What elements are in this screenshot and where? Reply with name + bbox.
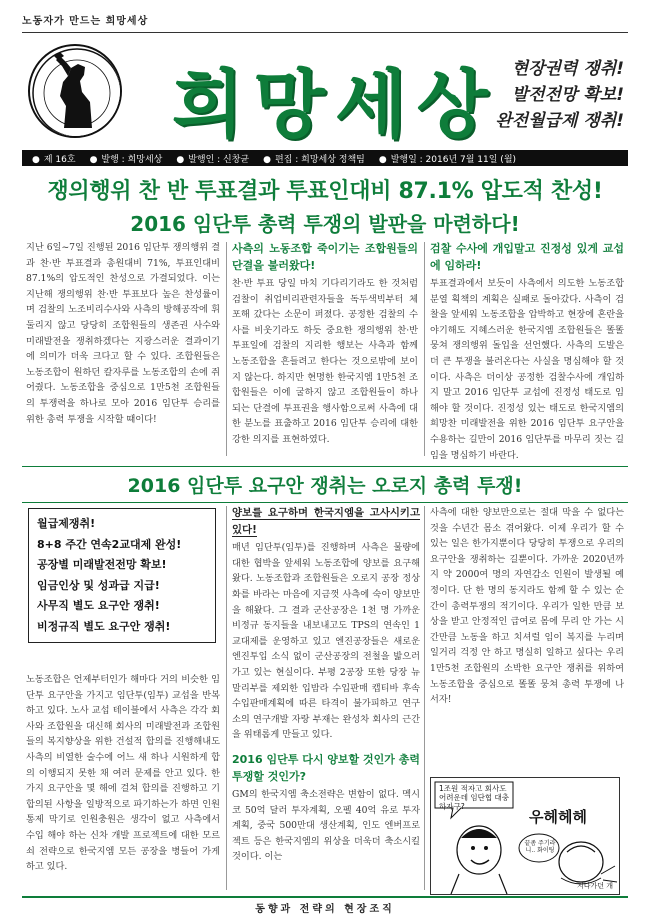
demand-item: 공장별 미래발전전망 확보!: [37, 558, 167, 571]
article-body: GM의 한국지엠 축소전략은 변함이 없다. 멕시코 50억 달러 투자계획, 오펠 40억 유로 투자계획, 중국 500만대 생산계획, 인도 엔버프로젝트 등은 한국지엠의 위상을 더욱더 축소시킬 것이다. 이는: [232, 788, 420, 863]
article-body: 지난 6일~7일 진행된 2016 임단투 쟁의행위 결과 찬·반 투표결과 총원대비 71%, 투표인대비 87.1%의 압도적인 찬성으로 가결되었다. 이는 지난해 쟁의행위 찬·반 투표보다 높은 찬성률이며 검찰의 노조비리수사와 사측의 방해공작에 휘둘리지 않고 당당히 조합원들의 생존권 사수와 미래발전을 쟁취하겠다는 지광스러운 결과이기에 의미가 더욱 크다고 할 수 있다. 조합원들은 노동조합이 원하던 칼자루를 노동조합의 손에 쥐어줬다. 노동조합을 중심으로 1만5천 조합원들의 투쟁력을 하나로 모아 2016 임단투 승리를 위한 총력 투쟁을 시작할 때이다!: [26, 242, 220, 425]
demands-box: [28, 508, 216, 643]
main-headline: 쟁의행위 찬 반 투표결과 투표인대비 87.1% 압도적 찬성!: [47, 179, 603, 204]
article-col-1: [26, 240, 220, 427]
issuer: ● 발행인 : 신창균: [176, 152, 249, 165]
issue-info-bar: [22, 150, 628, 166]
slogan-line: 발전전망 확보!: [511, 85, 624, 105]
slogan-line: 완전월급제 쟁취!: [495, 111, 624, 131]
publisher: ● 발행 : 희망세상: [90, 152, 163, 165]
article-col-6: [430, 505, 624, 708]
footer-text: 동향과 전략의 현장조직: [255, 904, 395, 915]
article-title: 검찰 수사에 개입말고 진정성 있게 교섭에 임하라!: [430, 242, 624, 272]
section-headline: 2016 임단투 요구안 쟁취는 오로지 총력 투쟁!: [22, 466, 628, 503]
masthead-slogans: [495, 56, 624, 134]
demand-item: 비정규직 별도 요구안 쟁취!: [37, 619, 171, 633]
paper-title: 희망세상: [172, 62, 498, 148]
article-col-2: [232, 240, 418, 448]
article-title: 2016 임단투 다시 양보할 것인가 총력 투쟁할 것인가?: [232, 752, 420, 783]
issue-number: ● 제 16호: [32, 152, 76, 165]
fist-emblem-icon: [30, 46, 122, 138]
footer-rule: [22, 896, 628, 898]
demand-item: 8+8 주간 연속2교대제 완성!: [37, 537, 182, 551]
article-body: 사측에 대한 양보만으로는 절대 막을 수 없다는 것을 수년간 몸소 겪어왔다. 이제 우리가 할 수 있는 일은 한가지뿐이다 당당히 투쟁으로 우리의 요구안을 쟁취하는 길뿐이다. 가까운 2020년까지 약 2000여 명의 자연감소 인원이 발생될 예정이다. 단 한 명의 동지라도 함께 할 수 있는 순간이 총력투쟁의 적기이다. 우리가 일한 만큼 보상을 받고 안정적인 급여로 몸에 무리 안 가는 시간만큼 노동을 하고 치셔럴 임이 복지를 누리며 일거리 걱정 안 하고 명실히 일하고 싶다는 우리 1만5천 조합원의 소박한 요구안 쟁취를 위하여 노동조합을 중심으로 똘똘 뭉쳐 총력 투쟁에 나서자!: [430, 507, 624, 706]
cartoon-speech: 1조원 적자고 회사도 어려운데 임단협 대충하자구?: [439, 784, 509, 811]
article-body: 매년 임단투(임투)를 진행하며 사측은 물량에 대한 협박을 앞세워 노동조합에 양보를 요구해 왔다. 노동조합과 조합원들은 오로지 공장 정상화를 바라는 마음에 지금껏 사측에 숙이 양보만을 해왔다. 그 결과 군산공장은 1천 명 가까운 비정규 동지들을 내보내고도 TPS의 연속인 1교대제를 운영하고 있고 엔진공장들은 새로운 엔진투입 소식 없이 군산공장의 전철을 밟으러 가고 있는 현실이다. 부평 2공장 또한 당장 뉴 말리부를 제외한 입밤라 수입판매 캡티바 후속 수입판매계획에 따른 타격이 불가피하고 연구소의 연구개발 자랑 부재는 완성차 회사의 근간을 위태롭게 만들고 있다.: [232, 542, 420, 741]
demand-item: 월급제쟁취!: [37, 517, 96, 530]
article-title: 사측의 노동조합 죽이기는 조합원들의 단결을 불러왔다!: [232, 242, 418, 272]
cartoon-illustration: [430, 777, 620, 895]
publish-date: ● 발행일 : 2016년 7월 11일 (월): [379, 152, 516, 165]
article-body: 노동조합은 언제부터인가 해마다 거의 비슷한 임단투 요구안을 가지고 임단투(임투) 교섭을 반복하고 있다. 노사 교섭 테이블에서 사측은 각각 회사와 조합원을 대신해 회사의 미래발전과 조합원들의 복지향상을 위한 건설적 합의를 진행해내도 사측의 비열한 술수에 어느 새 하나 시원하게 합의 이행되지 못한 채 여러 문제를 안고 있다. 한가지 요구안을 몇 해에 걸쳐 합의를 진행하고 기 합의된 사항을 일방적으로 파기하는가 하면 인원 통제 막기로 인원충원은 생각이 없고 사측에서 수입 해야 하는 신차 개발 프로젝트에 대한 모르쇠 전략으로 한국지엠 모든 공장을 병들어 가게 하고 있다.: [26, 674, 220, 873]
masthead: [22, 38, 628, 148]
demand-item: 임금인상 및 성과급 지급!: [37, 578, 160, 592]
sub-headline: 2016 임단투 총력 투쟁의 발판을 마련하다!: [130, 212, 520, 236]
column-divider: [226, 506, 227, 890]
column-divider: [424, 506, 425, 890]
article-col-5: [232, 505, 420, 865]
top-rule: [22, 32, 628, 33]
column-divider: [424, 242, 425, 456]
fist-logo-seal: [28, 44, 122, 138]
article-body: 찬·반 투표 당일 마치 기다리기라도 한 것처럼 검찰이 취업비리관련자들을 독두색빅부터 체포해 갔다는 소문이 퍼졌다. 공정한 검찰의 수사를 비웃기라도 하듯 중요한 쟁의행위 찬·반 투표일에 검찰의 지리한 행보는 사측과 함께 노동조합을 흔들려고 한다는 것으로밖에 보이지 않는다. 하지만 현명한 한국지엠 1만5천 조합원들은 이에 굴하지 않고 조합원들이 하나 되는 단결에 투표권을 행사함으로써 사측에 대한 분노를 표출하고 2016 임단투 승리에 대한 강한 의지를 표현하였다.: [232, 278, 418, 445]
article-col-3: [430, 240, 624, 463]
cartoon-bubble: 끝좀 주기라니.. 화이팅: [524, 840, 556, 854]
cartoon-caption: 지나가던 개: [576, 882, 613, 890]
editor: ● 편집 : 희망세상 정책팀: [263, 152, 365, 165]
article-col-4: [26, 672, 220, 875]
article-title: 양보를 요구하며 한국지엠을 고사시키고 있다!: [232, 507, 420, 536]
article-body: 투표결과에서 보듯이 사측에서 의도한 노동조합 분열 획책의 계획은 실패로 돌아갔다. 사측이 검찰을 앞세워 노동조합을 압박하고 현장에 혼란을 야기해도 지혜스러운 한국지엠 조합원들은 똘똘 뭉쳐 쟁의행위 돌입을 선언했다. 사측의 도발은 더 큰 투쟁을 불러온다는 사실을 명심해야 할 것이다. 사측은 더이상 공정한 검찰수사에 개입하지 말고 2016 임단투 교섭에 진정성 태도로 임해야 할 것이다. 진정성 있는 태도로 한국지엠의 희망찬 미래발전을 위한 2016 임단투 요구안을 수용하는 길만이 2016 임단투를 마무리 짓는 길임을 명심하기 바란다.: [430, 278, 624, 461]
slogan-line: 현장권력 쟁취!: [511, 59, 624, 79]
column-divider: [226, 242, 227, 456]
cartoon-shout: 우헤헤헤: [529, 808, 587, 826]
top-slogan: 노동자가 만드는 희망세상: [22, 16, 149, 27]
demand-item: 사무직 별도 요구안 쟁취!: [37, 599, 160, 612]
